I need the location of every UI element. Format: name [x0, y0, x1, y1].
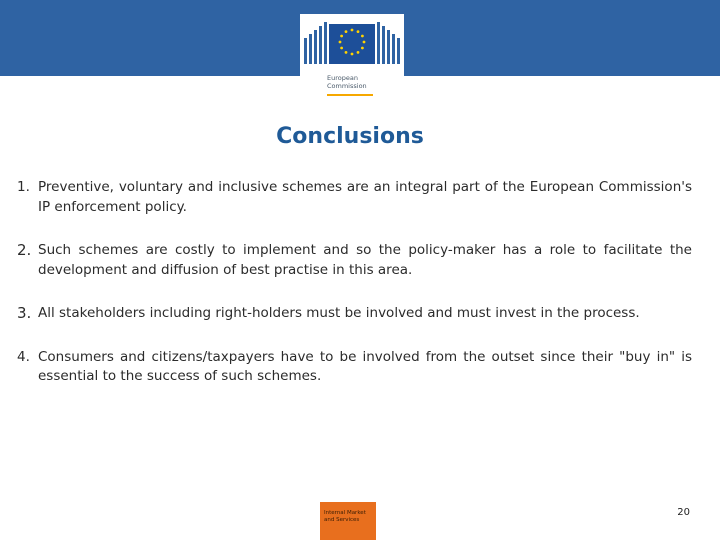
logo-line-1: European: [327, 74, 358, 82]
european-commission-logo: [300, 14, 404, 100]
dg-badge-line-2: and Services: [324, 517, 360, 523]
dg-badge: [320, 502, 376, 540]
item-number: 3.: [17, 304, 32, 322]
page-number: 20: [677, 507, 690, 518]
list-item: [17, 178, 692, 217]
item-number: 4.: [17, 348, 30, 365]
slide-title: Conclusions: [276, 124, 424, 149]
berlaymont-building-icon: [300, 14, 404, 74]
dg-badge-line-1: Internal Market: [324, 510, 366, 516]
logo-wordmark: [327, 74, 397, 90]
logo-underline: [327, 94, 373, 96]
item-number: 1.: [17, 179, 30, 195]
conclusions-list: [17, 178, 692, 387]
list-item: [17, 348, 692, 387]
item-text: Consumers and citizens/taxpayers have to be involved from the outset since their "buy in" is essential to the success of such schemes.: [38, 348, 692, 384]
dg-badge-label: [324, 510, 374, 524]
logo-line-2: Commission: [327, 82, 367, 90]
item-text: Such schemes are costly to implement and so the policy-maker has a role to facilitate the development and diffusion of best practise in this area.: [38, 242, 692, 278]
item-number: 2.: [17, 241, 32, 259]
item-text: Preventive, voluntary and inclusive schemes are an integral part of the European Commission's IP enforcement policy.: [38, 179, 692, 215]
list-item: [17, 304, 692, 324]
item-text: All stakeholders including right-holders must be involved and must invest in the process.: [38, 305, 640, 321]
list-item: [17, 241, 692, 280]
